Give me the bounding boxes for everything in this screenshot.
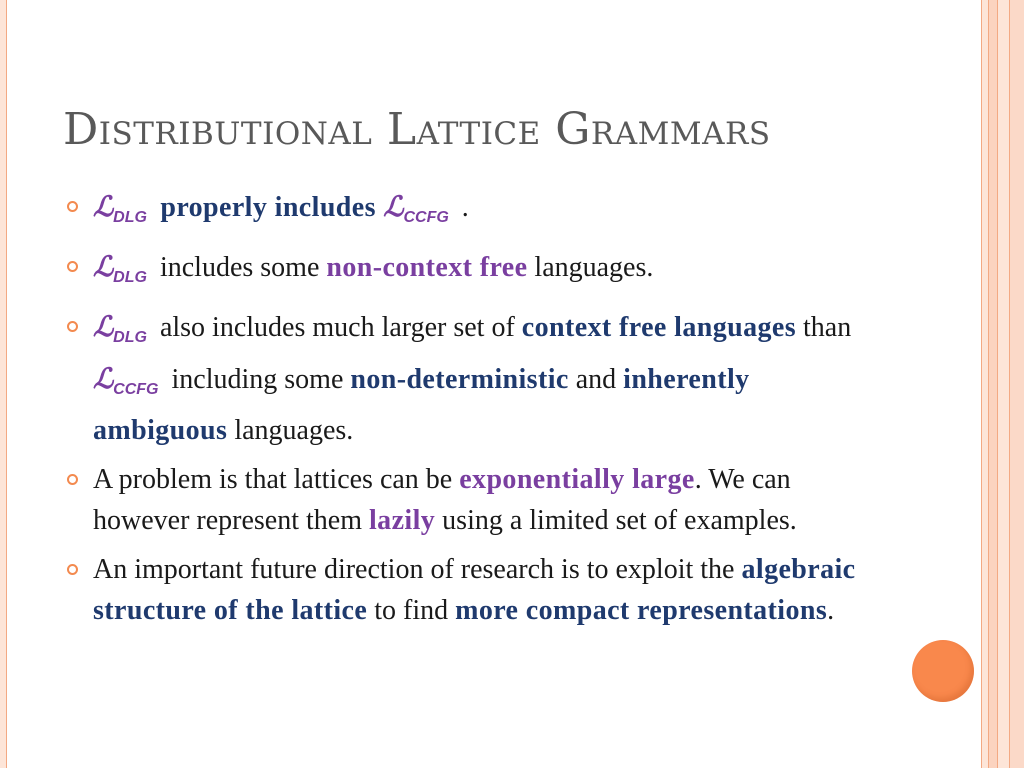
highlight-navy: non-deterministic xyxy=(350,364,569,395)
bullet-text: . We can however represent them xyxy=(93,464,791,536)
subscript-ccfg: CCFG xyxy=(113,381,159,398)
bullet-item xyxy=(65,246,865,298)
script-l-symbol: ℒ xyxy=(93,250,114,283)
subscript-dlg: DLG xyxy=(113,209,147,226)
decorative-orange-circle xyxy=(912,640,974,702)
right-border-stripe xyxy=(981,0,988,768)
bullet-list xyxy=(65,186,865,639)
right-border-stripe xyxy=(1009,0,1024,768)
bullet-ring-icon xyxy=(67,201,78,212)
bullet-text: . xyxy=(454,192,469,223)
bullet-ring-icon xyxy=(67,321,78,332)
bullet-item xyxy=(65,186,865,238)
bullet-text: also includes much larger set of xyxy=(152,312,522,343)
bullet-text: A problem is that lattices can be xyxy=(93,464,460,495)
highlight-navy: context free languages xyxy=(521,312,797,343)
bullet-text: than xyxy=(796,312,852,343)
bullet-ring-icon xyxy=(67,261,78,272)
script-l-symbol: ℒ xyxy=(383,190,404,223)
highlight-purple: exponentially large xyxy=(459,464,695,495)
subscript-ccfg: CCFG xyxy=(403,209,449,226)
bullet-text: and xyxy=(568,364,624,395)
bullet-ring-icon xyxy=(67,474,78,485)
bullet-text: to find xyxy=(367,595,456,626)
script-l-symbol: ℒ xyxy=(93,190,114,223)
bullet-item xyxy=(65,549,865,631)
subscript-dlg: DLG xyxy=(113,329,147,346)
bullet-text: languages. xyxy=(227,415,354,446)
bullet-text: . xyxy=(827,595,835,626)
bullet-text: includes some xyxy=(152,252,327,283)
left-border-stripe xyxy=(0,0,7,768)
highlight-navy: algebraic structure of the lattice xyxy=(93,554,856,626)
bullet-text: using a limited set of examples. xyxy=(435,505,797,536)
right-border-stripe xyxy=(988,0,997,768)
highlight-purple: non-context free xyxy=(326,252,528,283)
slide-title: Distributional Lattice Grammars xyxy=(63,104,771,155)
bullet-item xyxy=(65,459,865,541)
subscript-dlg: DLG xyxy=(113,269,147,286)
bullet-text-bold: properly includes xyxy=(152,192,384,223)
highlight-purple: lazily xyxy=(369,505,436,536)
bullet-text: including some xyxy=(164,364,351,395)
bullet-text: languages. xyxy=(527,252,654,283)
script-l-symbol: ℒ xyxy=(93,310,114,343)
script-l-symbol: ℒ xyxy=(93,362,114,395)
right-border-stripe xyxy=(997,0,1009,768)
bullet-text: An important future direction of research is to exploit the xyxy=(93,554,742,585)
highlight-navy: inherently ambiguous xyxy=(93,364,750,446)
bullet-item xyxy=(65,306,865,451)
highlight-navy: more compact representations xyxy=(455,595,828,626)
bullet-ring-icon xyxy=(67,564,78,575)
